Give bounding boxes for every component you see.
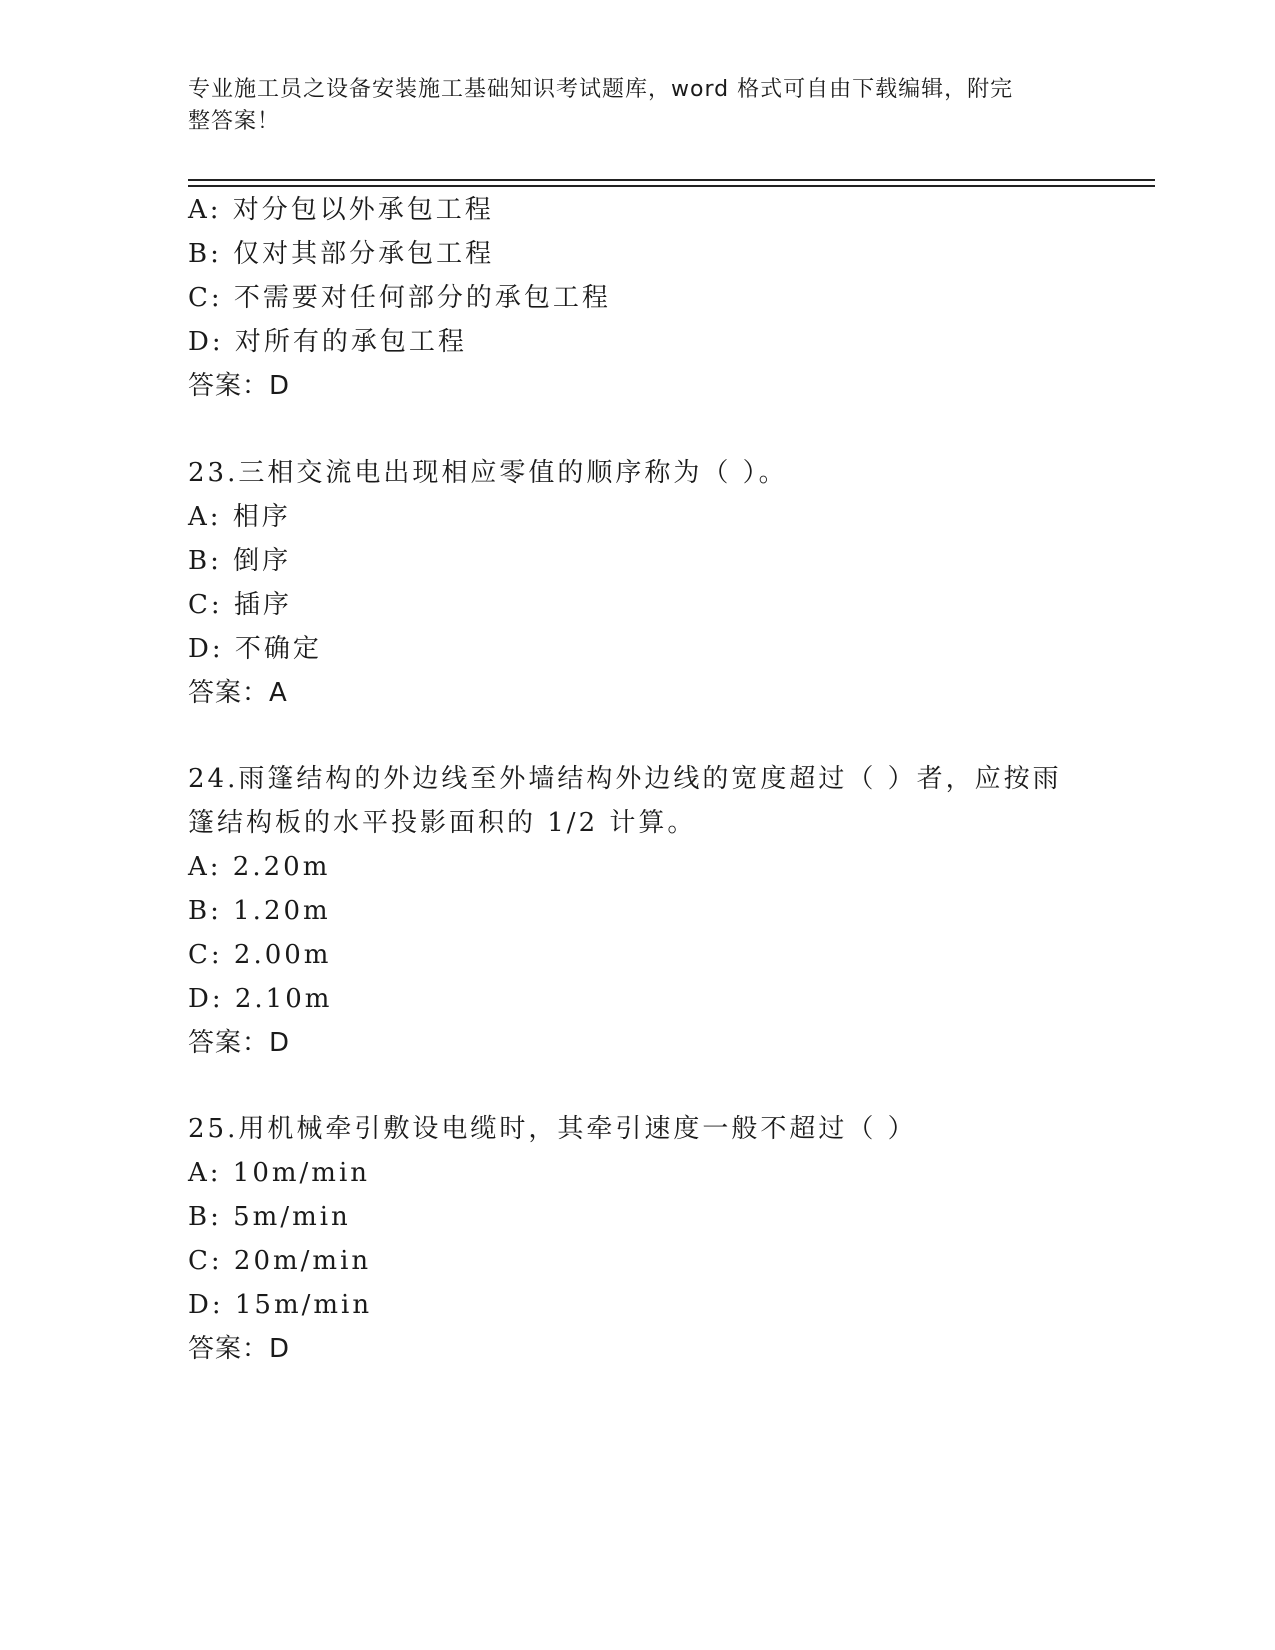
answer-line: 答案：A	[188, 678, 288, 708]
header-divider-bottom	[188, 185, 1155, 187]
option-b: B: 倒序	[188, 546, 292, 576]
question-text: 25.用机械牵引敷设电缆时，其牵引速度一般不超过（ ）	[188, 1114, 917, 1144]
option-a: A: 对分包以外承包工程	[188, 195, 494, 225]
option-d: D: 不确定	[188, 634, 322, 664]
option-d: D: 对所有的承包工程	[188, 327, 467, 357]
option-c: C: 2.00m	[188, 940, 332, 970]
answer-line: 答案：D	[188, 1334, 291, 1364]
option-d: D: 15m/min	[188, 1290, 373, 1320]
option-c: C: 不需要对任何部分的承包工程	[188, 283, 611, 313]
option-d: D: 2.10m	[188, 984, 333, 1014]
document-header	[188, 74, 1068, 138]
header-divider-top	[188, 179, 1155, 181]
answer-line: 答案：D	[188, 371, 291, 401]
option-c: C: 20m/min	[188, 1246, 372, 1276]
option-c: C: 插序	[188, 590, 292, 620]
question-text: 23.三相交流电出现相应零值的顺序称为（ ）。	[188, 458, 788, 488]
option-a: A: 相序	[188, 502, 291, 532]
option-b: B: 仅对其部分承包工程	[188, 239, 495, 269]
option-a: A: 2.20m	[188, 852, 331, 882]
option-b: B: 5m/min	[188, 1202, 351, 1232]
answer-line: 答案：D	[188, 1028, 291, 1058]
option-b: B: 1.20m	[188, 896, 331, 926]
option-a: A: 10m/min	[188, 1158, 371, 1188]
header-line-2: 整答案！	[188, 109, 281, 134]
question-text-continued: 篷结构板的水平投影面积的 1/2 计算。	[188, 808, 697, 838]
header-line-1: 专业施工员之设备安装施工基础知识考试题库，word 格式可自由下载编辑，附完	[188, 77, 1014, 102]
question-text: 24.雨篷结构的外边线至外墙结构外边线的宽度超过（ ）者，应按雨	[188, 764, 1062, 794]
